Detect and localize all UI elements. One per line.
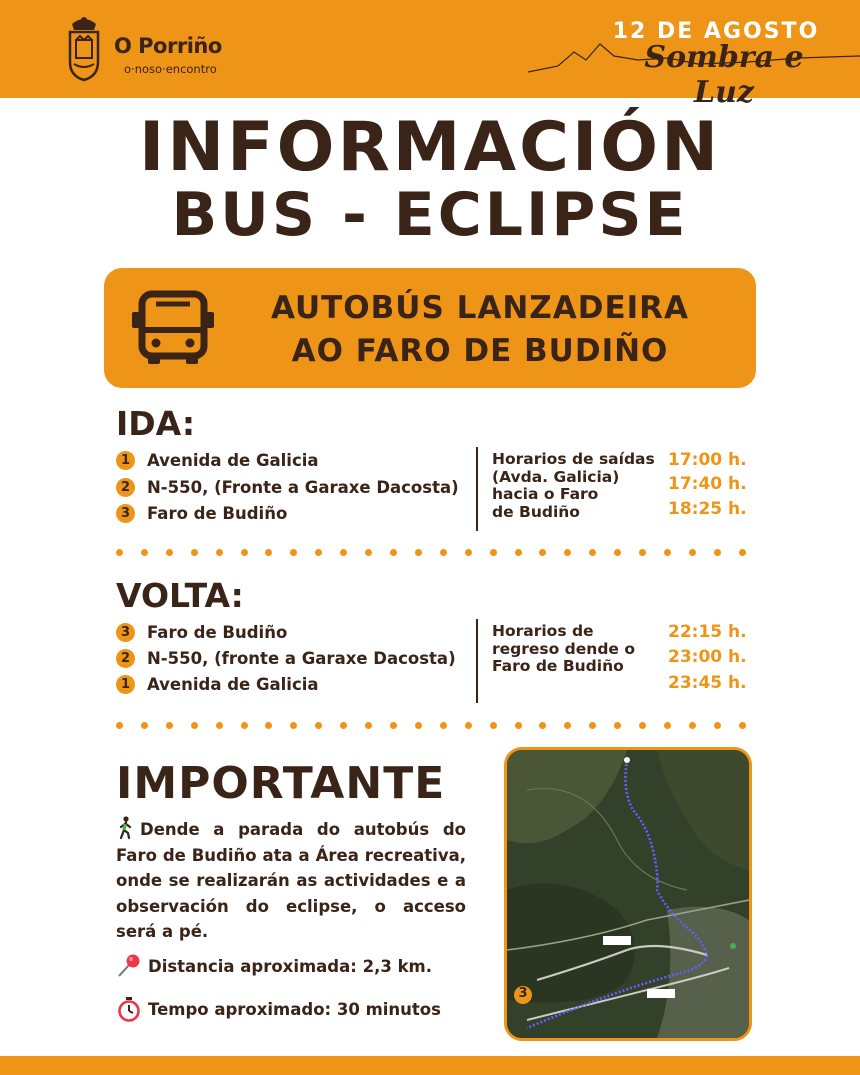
- stop-name: Faro de Budiño: [147, 623, 288, 642]
- map-stop-marker: 3: [518, 986, 528, 1001]
- time-line: [116, 996, 441, 1022]
- divider-dot: [465, 722, 472, 729]
- departure-time: 18:25 h.: [668, 499, 747, 519]
- dotted-divider: [116, 720, 746, 730]
- divider-dot: [415, 549, 422, 556]
- divider-dot: [589, 722, 596, 729]
- divider-dot: [290, 722, 297, 729]
- schedule-label-line: regreso dende o: [492, 639, 635, 658]
- stop-number-badge: 3: [116, 504, 135, 523]
- divider-dot: [440, 722, 447, 729]
- crest-icon: [64, 14, 104, 82]
- divider-dot: [539, 722, 546, 729]
- list-item: [116, 675, 319, 694]
- stopwatch-icon: [116, 996, 142, 1022]
- schedule-label-line: Horarios de saídas: [492, 450, 655, 468]
- dotted-divider: [116, 547, 746, 557]
- departure-time: 17:40 h.: [668, 474, 747, 494]
- ida-heading: IDA:: [116, 404, 196, 443]
- volta-heading: VOLTA:: [116, 576, 244, 615]
- importante-heading: IMPORTANTE: [116, 758, 446, 809]
- list-item: [116, 478, 459, 497]
- divider-dot: [515, 722, 522, 729]
- importante-text: [116, 816, 466, 945]
- divider-dot: [415, 722, 422, 729]
- distance-line: [116, 953, 432, 979]
- divider-dot: [315, 549, 322, 556]
- schedule-label-line: de Budiño: [492, 502, 580, 521]
- distance-text: Distancia aproximada: 2,3 km.: [148, 956, 432, 976]
- list-item: [116, 649, 456, 668]
- stop-name: N-550, (fronte a Garaxe Dacosta): [147, 649, 456, 668]
- stop-number-badge: 3: [116, 623, 135, 642]
- divider-dot: [564, 722, 571, 729]
- divider-dot: [539, 549, 546, 556]
- divider-dot: [515, 549, 522, 556]
- logo-name: O Porriño: [114, 34, 222, 58]
- divider-dot: [241, 549, 248, 556]
- divider-dot: [564, 549, 571, 556]
- volta-schedule-label: [492, 623, 667, 676]
- schedule-label-line: (Avda. Galicia): [492, 467, 620, 486]
- divider-dot: [216, 722, 223, 729]
- schedule-label-line: Horarios de: [492, 622, 594, 640]
- schedule-label-line: Faro de Budiño: [492, 657, 624, 675]
- divider-dot: [340, 549, 347, 556]
- list-item: [116, 504, 287, 523]
- stop-number-badge: 2: [116, 649, 135, 668]
- divider-dot: [141, 549, 148, 556]
- divider-dot: [241, 722, 248, 729]
- stop-number-badge: 1: [116, 675, 135, 694]
- divider-dot: [490, 549, 497, 556]
- walking-person-icon: [116, 816, 136, 840]
- divider-dot: [639, 549, 646, 556]
- divider-dot: [191, 722, 198, 729]
- divider-dot: [440, 549, 447, 556]
- stop-name: Faro de Budiño: [147, 504, 288, 523]
- divider-dot: [614, 722, 621, 729]
- divider-dot: [739, 722, 746, 729]
- stop-number-badge: 1: [116, 451, 135, 470]
- divider-dot: [191, 549, 198, 556]
- divider-dot: [340, 722, 347, 729]
- stop-name: Avenida de Galicia: [147, 451, 319, 470]
- divider-dot: [390, 549, 397, 556]
- stop-number-badge: 2: [116, 478, 135, 497]
- divider-dot: [166, 722, 173, 729]
- divider-dot: [664, 549, 671, 556]
- page-title-line1: INFORMACIÓN: [138, 108, 722, 187]
- divider-dot: [216, 549, 223, 556]
- pushpin-icon: [116, 953, 142, 979]
- divider-dot: [265, 549, 272, 556]
- divider-dot: [141, 722, 148, 729]
- divider-dot: [265, 722, 272, 729]
- divider-dot: [365, 549, 372, 556]
- divider-dot: [116, 722, 123, 729]
- ida-schedule-label: [492, 451, 667, 521]
- divider-dot: [490, 722, 497, 729]
- return-time: 23:00 h.: [668, 647, 747, 667]
- page-title-line2: BUS - ECLIPSE: [171, 180, 689, 250]
- banner-line2: AO FARO DE BUDIÑO: [291, 333, 669, 369]
- return-time: 22:15 h.: [668, 622, 747, 642]
- divider-dot: [290, 549, 297, 556]
- stop-name: Avenida de Galicia: [147, 675, 319, 694]
- divider: [476, 447, 478, 531]
- divider-dot: [315, 722, 322, 729]
- divider-dot: [390, 722, 397, 729]
- divider-dot: [166, 549, 173, 556]
- divider-dot: [689, 722, 696, 729]
- satellite-map-image: [507, 750, 749, 1038]
- divider: [476, 619, 478, 703]
- event-date: 12 DE AGOSTO: [612, 19, 820, 44]
- logo-tagline: o·noso·encontro: [124, 62, 217, 76]
- divider-dot: [714, 549, 721, 556]
- divider-dot: [664, 722, 671, 729]
- divider-dot: [689, 549, 696, 556]
- bus-icon: [130, 290, 216, 366]
- schedule-label-line: hacia o Faro: [492, 485, 599, 503]
- divider-dot: [465, 549, 472, 556]
- stop-name: N-550, (Fronte a Garaxe Dacosta): [147, 478, 459, 497]
- divider-dot: [116, 549, 123, 556]
- time-text: Tempo aproximado: 30 minutos: [148, 999, 441, 1019]
- list-item: [116, 623, 287, 642]
- return-time: 23:45 h.: [668, 673, 747, 693]
- list-item: [116, 451, 319, 470]
- divider-dot: [365, 722, 372, 729]
- divider-dot: [714, 722, 721, 729]
- banner-line1: AUTOBÚS LANZADEIRA: [270, 290, 690, 326]
- route-map: [504, 747, 752, 1041]
- divider-dot: [614, 549, 621, 556]
- footer-bar: [0, 1056, 860, 1075]
- event-name: Sombra e Luz: [644, 40, 804, 110]
- importante-paragraph: Dende a parada do autobús do Faro de Budiño ata a Área recreativa, onde se realizarán as actividades e a observación do eclipse, o acceso será a pé.: [116, 820, 466, 941]
- divider-dot: [589, 549, 596, 556]
- departure-time: 17:00 h.: [668, 450, 747, 470]
- divider-dot: [639, 722, 646, 729]
- divider-dot: [739, 549, 746, 556]
